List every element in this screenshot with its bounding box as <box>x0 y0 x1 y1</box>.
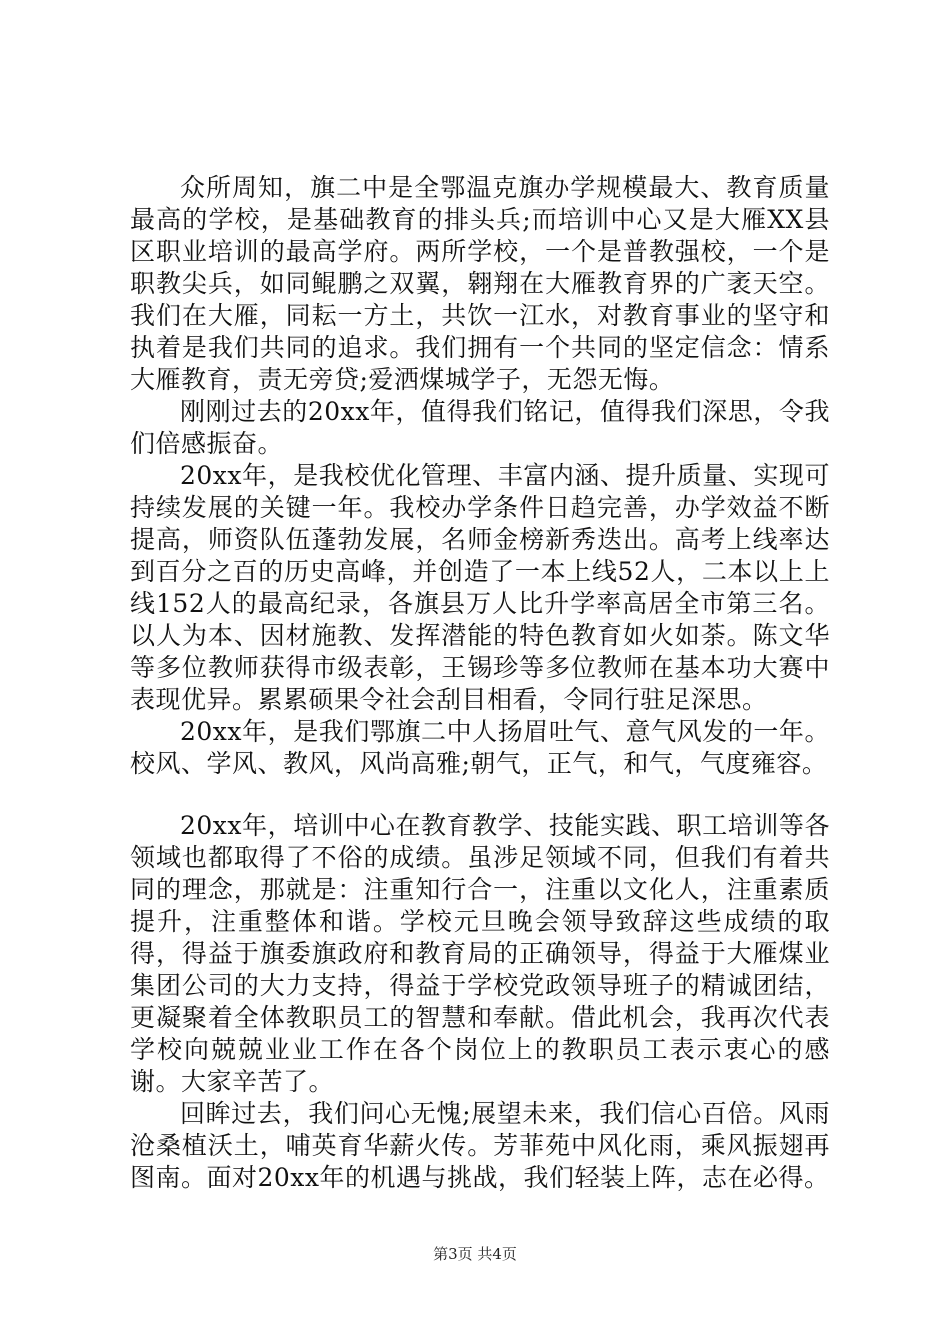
paragraph-2: 刚刚过去的20xx年，值得我们铭记，值得我们深思，令我们倍感振奋。 <box>130 397 830 458</box>
paragraph-3: 20xx年，是我校优化管理、丰富内涵、提升质量、实现可持续发展的关键一年。我校办学条件日趋完善，办学效益不断提高，师资队伍蓬勃发展，名师金榜新秀迭出。高考上线率达到百分之百的历史高峰，并创造了一本上线52人，二本以上上线152人的最高纪录，各旗县万人比升学率高居全市第三名。以人为本、因材施教、发挥潜能的特色教育如火如荼。陈文华等多位教师获得市级表彰，王锡珍等多位教师在基本功大赛中表现优异。累累硕果令社会刮目相看，令同行驻足深思。 <box>130 461 830 714</box>
paragraph-5: 20xx年，培训中心在教育教学、技能实践、职工培训等各领域也都取得了不俗的成绩。虽涉足领域不同，但我们有着共同的理念，那就是：注重知行合一，注重以文化人，注重素质提升，注重整体和谐。学校元旦晚会领导致辞这些成绩的取得，得益于旗委旗政府和教育局的正确领导，得益于大雁煤业集团公司的大力支持，得益于学校党政领导班子的精诚团结，更凝聚着全体教职员工的智慧和奉献。借此机会，我再次代表学校向兢兢业业工作在各个岗位上的教职员工表示衷心的感谢。大家辛苦了。 <box>130 811 830 1096</box>
paragraph-spacer <box>130 780 830 810</box>
paragraph-1: 众所周知，旗二中是全鄂温克旗办学规模最大、教育质量最高的学校，是基础教育的排头兵;而培训中心又是大雁XX县区职业培训的最高学府。两所学校，一个是普教强校，一个是职教尖兵，如同鲲鹏之双翼，翱翔在大雁教育界的广袤天空。我们在大雁，同耘一方土，共饮一江水，对教育事业的坚守和执着是我们共同的追求。我们拥有一个共同的坚定信念：情系大雁教育，责无旁贷;爱洒煤城学子，无怨无悔。 <box>130 173 830 394</box>
document-body <box>130 172 830 1194</box>
paragraph-4: 20xx年，是我们鄂旗二中人扬眉吐气、意气风发的一年。校风、学风、教风，风尚高雅;朝气，正气，和气，气度雍容。 <box>130 717 830 778</box>
paragraph-6: 回眸过去，我们问心无愧;展望未来，我们信心百倍。风雨沧桑植沃土，哺英育华薪火传。芳菲苑中风化雨，乘风振翅再图南。面对20xx年的机遇与挑战，我们轻装上阵，志在必得。 <box>130 1099 830 1192</box>
page-footer: 第3页 共4页 <box>433 1245 517 1263</box>
